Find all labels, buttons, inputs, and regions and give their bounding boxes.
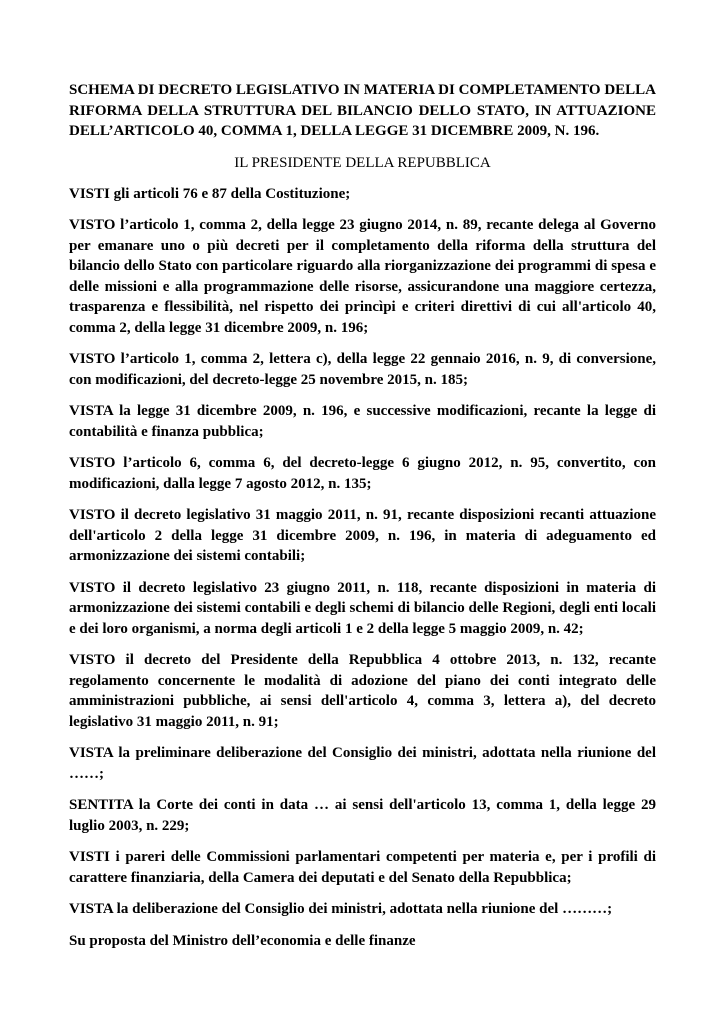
document-heading: IL PRESIDENTE DELLA REPUBBLICA — [234, 154, 491, 171]
paragraph-visto-dpr-132: VISTO il decreto del Presidente della Repubblica 4 ottobre 2013, n. 132, recante regolamento concernente le modalità di adozione del piano dei conti integrato delle amministrazioni pubbliche, ai sensi dell'articolo 4, comma 3, lettera a), del decreto legislativo 31 maggio 2011, n. 91; — [69, 652, 656, 730]
paragraph-vista-legge-2009: VISTA la legge 31 dicembre 2009, n. 196, e successive modificazioni, recante la legge di contabilità e finanza pubblica; — [69, 403, 656, 440]
paragraph-visti-pareri: VISTI i pareri delle Commissioni parlamentari competenti per materia e, per i profili di carattere finanziaria, della Camera dei deputati e del Senato della Repubblica; — [69, 849, 656, 886]
paragraph-vista-deliberazione: VISTA la deliberazione del Consiglio dei ministri, adottata nella riunione del ………; — [69, 901, 613, 917]
paragraph-visto-legge-2014: VISTO l’articolo 1, comma 2, della legge 23 giugno 2014, n. 89, recante delega al Governo per emanare uno o più decreti per il completamento della riforma della struttura del bilancio dello Stato con particolare riguardo alla riorganizzazione dei programmi di spesa e delle missioni e alla programmazione delle risorse, assicurandone una maggiore certezza, trasparenza e flessibilità, nel rispetto dei princìpi e criteri direttivi di cui all'articolo 40, comma 2, della legge 31 dicembre 2009, n. 196; — [69, 217, 656, 336]
paragraph-visto-legge-2016: VISTO l’articolo 1, comma 2, lettera c), della legge 22 gennaio 2016, n. 9, di conversione, con modificazioni, del decreto-legge 25 novembre 2015, n. 185; — [69, 351, 656, 388]
paragraph-vista-preliminare-deliberazione: VISTA la preliminare deliberazione del Consiglio dei ministri, adottata nella riunione del ……; — [69, 745, 656, 782]
document-page — [69, 80, 656, 951]
paragraph-su-proposta: Su proposta del Ministro dell’economia e delle finanze — [69, 932, 416, 949]
paragraph-visto-dl-2012: VISTO l’articolo 6, comma 6, del decreto-legge 6 giugno 2012, n. 95, convertito, con modificazioni, dalla legge 7 agosto 2012, n. 135; — [69, 455, 656, 492]
paragraph-visto-dlgs-118: VISTO il decreto legislativo 23 giugno 2011, n. 118, recante disposizioni in materia di armonizzazione dei sistemi contabili e degli schemi di bilancio delle Regioni, degli enti locali e dei loro organismi, a norma degli articoli 1 e 2 della legge 5 maggio 2009, n. 42; — [69, 579, 656, 637]
document-title: SCHEMA DI DECRETO LEGISLATIVO IN MATERIA DI COMPLETAMENTO DELLA RIFORMA DELLA STRUTTURA DEL BILANCIO DELLO STATO, IN ATTUAZIONE DELL’ARTICOLO 40, COMMA 1, DELLA LEGGE 31 DICEMBRE 2009, N. 196. — [69, 82, 656, 139]
paragraph-visti-costituzione: VISTI gli articoli 76 e 87 della Costituzione; — [69, 185, 351, 202]
paragraph-visto-dlgs-91: VISTO il decreto legislativo 31 maggio 2011, n. 91, recante disposizioni recanti attuazione dell'articolo 2 della legge 31 dicembre 2009, n. 196, in materia di adeguamento ed armonizzazione dei sistemi contabili; — [69, 507, 656, 564]
paragraph-sentita-corte-conti: SENTITA la Corte dei conti in data … ai sensi dell'articolo 13, comma 1, della legge 29 luglio 2003, n. 229; — [69, 797, 656, 834]
